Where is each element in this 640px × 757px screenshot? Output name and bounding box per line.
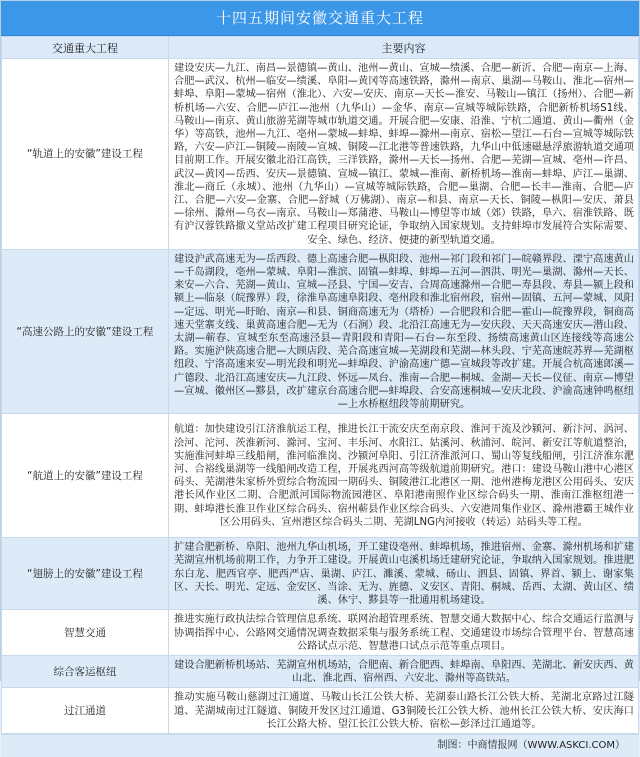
table-row bbox=[2, 610, 639, 656]
project-name: “轨道上的安徽”建设工程 bbox=[2, 59, 169, 250]
project-content: 建设安庆—九江、南昌—景德镇—黄山、池州—黄山、宣城—绩溪、合肥—新沂、合肥—南京—上海、合肥—武汉、杭州—临安—绩溪、阜阳—黄冈等高速铁路，滁州—南京、巢湖—马鞍山、淮北—宿州—蚌埠、阜阳—蒙城—宿州（淮北）、六安—安庆、南京—天长—淮安、马鞍山—镇江（扬州）、合肥—新桥机场—六安、合肥—庐江—池州（九华山）—金华、南京—宣城等城际铁路，合肥新桥机场S1线、马鞍山—南京、黄山旅游芜湖等城市轨道交通。开展合肥—安康、沿淮、宁杭二通道、黄山—衢州（金华）等高铁，池州—九江、亳州—蒙城—蚌埠、蚌埠—滁州—南京、宿松—望江—石台—宣城等城际铁路，六安—庐江—铜陵—南陵—宣城、铜陵—江北港等普速铁路，九华山中低速磁悬浮旅游轨道交通项目前期工作。开展安徽北沿江高铁，三洋铁路，滁州—天长—扬州、合肥—芜湖—宣城、亳州—许昌、武汉—黄冈—岳西、安庆—景德镇、宣城—镇江、蒙城—淮南、新桥机场—淮南—蚌埠、庐江—巢湖、淮北—商丘（永城）、池州（九华山）—宣城等城际铁路，合肥—巢湖、合肥—长丰—淮南、合肥—庐江、合肥—六安—金寨、合肥—舒城（万佛湖）、南京—和县、南京—天长、铜陵—枞阳—安庆、萧县—徐州、滁州—乌衣—南京、马鞍山—郑蒲港、马鞍山—博望等市域（郊）铁路，阜六、宿淮铁路、既有沪汉蓉铁路撤义堂站改扩建工程项目研究论证，争取纳入国家规划。支持蚌埠市发展符合实际需要、安全、绿色、经济、便捷的新型轨道交通。 bbox=[169, 59, 639, 250]
table-row bbox=[2, 538, 639, 610]
project-content: 建设沪武高速无为—岳西段、德上高速合肥—枞阳段、池州—祁门段和祁门—皖赣界段、溧宁高速黄山—千岛湖段，亳州—蒙城、阜阳—淮滨、固镇—蚌埠、蚌埠—五河—泗洪、明光—巢湖、滁州—天长、来安—六合、芜湖—黄山、宣城—泾县、宁国—安吉、合周高速滁州—合肥—寿县段、寿县—颍上段和颍上—临泉（皖豫界）段，徐淮阜高速阜阳段、亳州段和淮北宿州段，宿州—固镇、五河—蒙城、凤阳—定远、明光—盱眙、南京—和县、铜商高速无为（塔桥）—合肥段和合肥—霍山—皖豫界段，铜商高速天堂寨支线、巢黄高速合肥—无为（石涧）段、北沿江高速无为—安庆段、天天高速安庆—潜山段、太湖—蕲春、宣城至东至高速泾县—青阳段和青阳—石台—东至段、扬绩高速黄山区连接线等高速公路。实施沪陕高速合肥—大顾店段、芜合高速宣城—芜湖段和芜湖—林头段、宁芜高速皖苏界—芜湖枢纽段、宁洛高速来安—明光段和明光—蚌埠段、沪渝高速广德—宣城段等改扩建。开展合杭高速郎溪—广德段、北沿江高速安庆—九江段、怀远—凤台、淮南—合肥—桐城、金湖—天长—仪征、南京—博望—宣城、徽州区—黟县，改扩建京台高速合肥—蚌埠段、合安高速桐城—安庆北段、沪渝高速钟鸣枢纽—上水桥枢纽段等前期研究。 bbox=[169, 249, 639, 413]
table-row bbox=[2, 414, 639, 538]
project-name: 智慧交通 bbox=[2, 610, 169, 656]
page-title: 十四五期间安徽交通重大工程 bbox=[1, 1, 639, 36]
project-content: 航道：加快建设引江济淮航运工程，推进长江干流安庆至南京段、淮河干流及沙颍河、新汴河、涡河、浍河、沱河、茨淮新河、滁河、宝河、丰乐河、水阳江、姑溪河、秋浦河、皖河、新安江等航道整治，实施淮河蚌埠三线船闸，淮河临淮岗、沙颍河阜阳、引江济淮派河口、蜀山等复线船闸，引江济淮东淝河、合裕线巢湖等一线船闸改造工程，开展兆西河高等级航道前期研究。港口：建设马鞍山港中心港区码头、芜湖港朱家桥外贸综合物流园一期码头、铜陵港江北港区一期、池州港梅龙港区公用码头、安庆港长风作业区二期、合肥派河国际物流园港区、阜阳港南照作业区综合码头一期、淮南江淮枢纽港一期、蚌埠港长淮卫作业区综合码头、宿州蕲县作业区综合码头、六安港周集作业区、滁州港霸王城作业区公用码头、宣州港区综合码头二期、芜湖LNG内河接收（转运）站码头等工程。 bbox=[169, 414, 639, 538]
table-header-row bbox=[2, 37, 639, 59]
project-name: “高速公路上的安徽”建设工程 bbox=[2, 249, 169, 413]
table-row bbox=[2, 655, 639, 687]
projects-table bbox=[1, 36, 639, 734]
table-row bbox=[2, 688, 639, 734]
project-name: 过江通道 bbox=[2, 688, 169, 734]
project-content: 建设合肥新桥机场站、芜湖宣州机场站，合肥南、新合肥西、蚌埠南、阜阳西、芜湖北、新安庆西、黄山北、淮北西、宿州西、六安北、滁州等高铁站。 bbox=[169, 655, 639, 687]
project-name: 综合客运枢纽 bbox=[2, 655, 169, 687]
project-name: “航道上的安徽”建设工程 bbox=[2, 414, 169, 538]
project-name: “翅膀上的安徽”建设工程 bbox=[2, 538, 169, 610]
table-row bbox=[2, 59, 639, 250]
project-content: 推动实施马鞍山慈湖过江通道、马鞍山长江公铁大桥、芜湖泰山路长江公铁大桥、芜湖北京路过江隧道、芜湖城南过江隧道、铜陵开发区过江通道、G3铜陵长江公铁大桥、池州长江公铁大桥、安庆海口长江公路大桥、望江长江公铁大桥、宿松—彭泽过江通道等。 bbox=[169, 688, 639, 734]
table-row bbox=[2, 249, 639, 413]
column-header-content: 主要内容 bbox=[169, 37, 639, 59]
source-credit: 制图：中商情报网（WWW.ASKCI.COM） bbox=[1, 734, 639, 757]
project-content: 推进实施行政执法综合管理信息系统、联网治超管理系统、智慧交通大数据中心、综合交通运行监测与协调指挥中心、公路网交通情况调查数据采集与服务系统工程、交通建设市场综合管理平台、智慧高速公路试点示范、智慧港口试点示范等重点项目。 bbox=[169, 610, 639, 656]
column-header-project: 交通重大工程 bbox=[2, 37, 169, 59]
project-content: 扩建合肥新桥、阜阳、池州九华山机场，开工建设亳州、蚌埠机场，推进宿州、金寨、滁州机场和扩建芜湖宣州机场前期工作，力争开工建设。开展黄山屯溪机场迁建研究论证，争取纳入国家规划。推进肥东白龙、肥西官亭、肥西严店、巢湖、庐江、濉溪、蒙城、砀山、泗县、固镇、界首、颍上、谢家集区、天长、明光、定远、金安区、当涂、无为、旌德、义安区、青阳、桐城、岳西、太湖、黄山区、绩溪、休宁、黟县等一批通用机场建设。 bbox=[169, 538, 639, 610]
